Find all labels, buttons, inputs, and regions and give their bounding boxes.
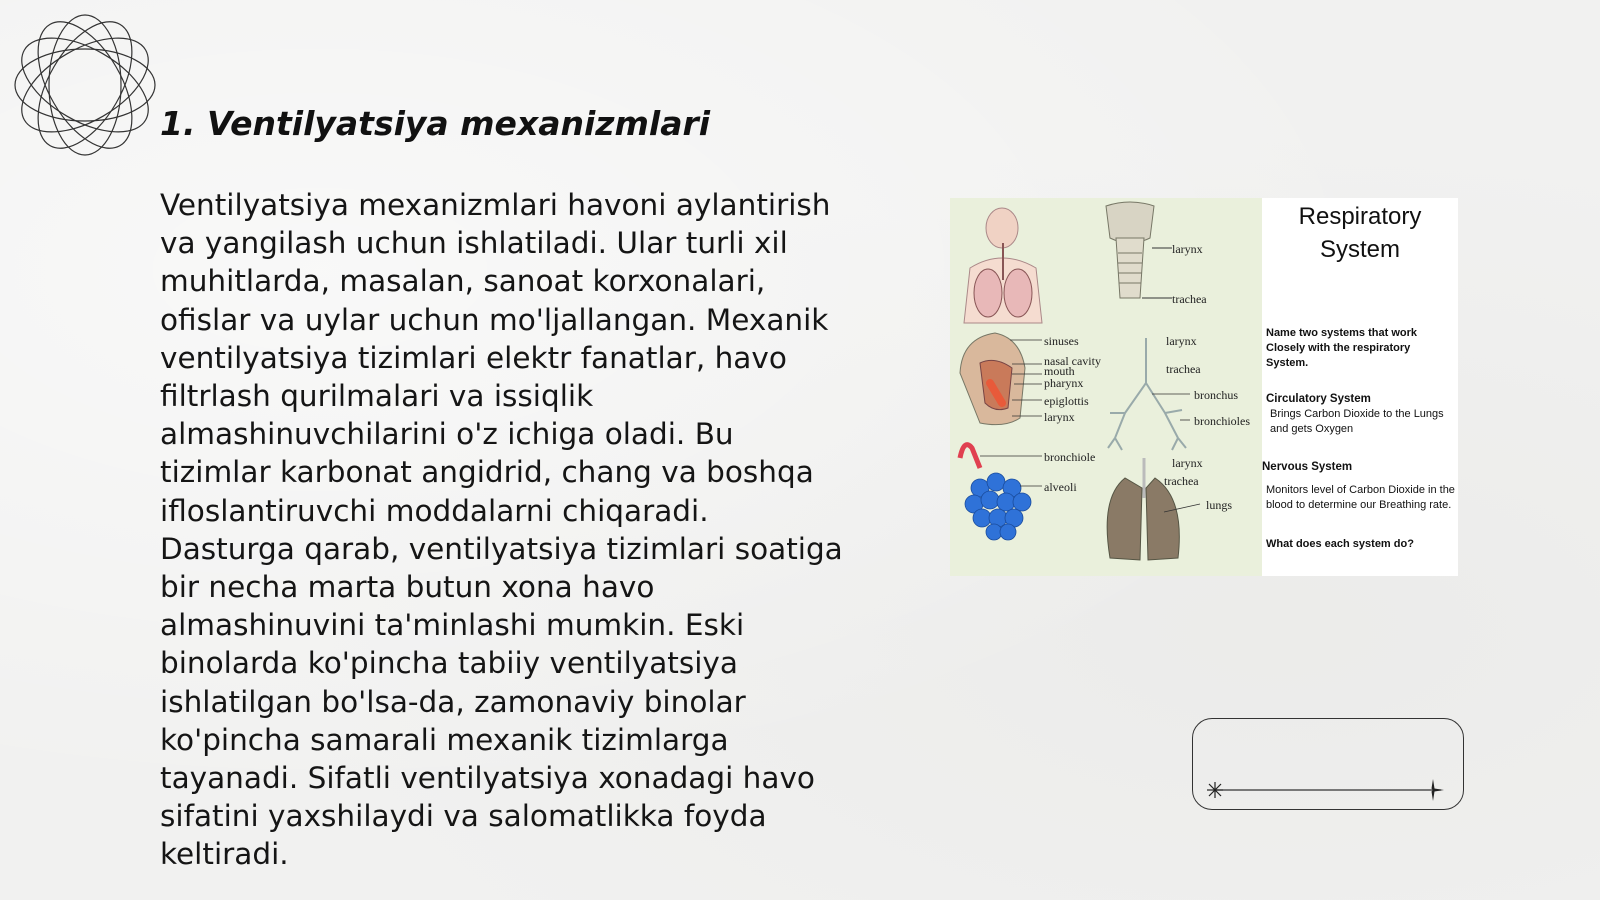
respiratory-system-figure <box>950 198 1458 576</box>
figure-system1-name: Circulatory System <box>1266 393 1371 405</box>
anatomy-illustration-panel <box>950 198 1262 576</box>
label-nasal-cavity: nasal cavity <box>1044 354 1101 368</box>
figure-text-panel <box>1262 198 1458 576</box>
label-trachea-lungs: trachea <box>1164 474 1199 488</box>
alveoli-illustration <box>960 445 1031 540</box>
figure-question: Name two systems that work Closely with the respiratory System. <box>1266 327 1417 369</box>
anatomy-illustration <box>950 198 1262 576</box>
label-larynx-lungs: larynx <box>1172 456 1203 470</box>
label-lungs: lungs <box>1206 498 1233 512</box>
figure-system1-desc: Brings Carbon Dioxide to the Lungs and gets Oxygen <box>1270 408 1444 435</box>
star-icon <box>1432 779 1445 801</box>
label-epiglottis: epiglottis <box>1044 394 1089 408</box>
label-bronchus: bronchus <box>1194 388 1238 402</box>
sparkle-icon <box>1207 782 1223 798</box>
label-trachea-top: trachea <box>1172 292 1207 306</box>
label-larynx-top: larynx <box>1172 242 1203 256</box>
figure-system2-name: Nervous System <box>1262 461 1353 473</box>
label-larynx-head: larynx <box>1044 410 1075 424</box>
decorative-circles-ornament <box>10 10 160 160</box>
figure-system2-desc: Monitors level of Carbon Dioxide in the blood to determine our Breathing rate. <box>1266 484 1455 511</box>
human-torso-illustration <box>964 208 1042 323</box>
decorative-line-with-stars <box>1193 719 1465 811</box>
label-bronchiole: bronchiole <box>1044 450 1096 464</box>
label-mouth: mouth <box>1044 364 1075 378</box>
slide-title: 1. Ventilyatsiya mexanizmlari <box>160 104 711 143</box>
figure-title: Respiratory System <box>1298 203 1422 263</box>
label-alveoli: alveoli <box>1044 480 1077 494</box>
label-sinuses: sinuses <box>1044 334 1079 348</box>
decorative-rounded-frame <box>1192 718 1464 810</box>
head-cross-section-illustration <box>960 333 1025 425</box>
label-pharynx: pharynx <box>1044 376 1084 390</box>
slide-body-text: Ventilyatsiya mexanizmlari havoni aylantirish va yangilash uchun ishlatiladi. Ular turli xil muhitlarda, masalan, sanoat korxonalari, ofislar va uylar uchun mo'ljallangan. Mexanik ventilyatsiya tizimlari elektr fanatlar, havo filtrlash qurilmalari va issiqlik almashinuvchilarini o'z ichiga oladi. Bu tizimlar karbonat angidrid, chang va boshqa ifloslantiruvchi moddalarni chiqaradi. Dasturga qarab, ventilyatsiya tizimlari soatiga bir necha marta butun xona havo almashinuvini ta'minlashi mumkin. Eski binolarda ko'pincha tabiiy ventilyatsiya ishlatilgan bo'lsa-da, zamonaviy binolar ko'pincha samarali mexanik tizimlarga tayanadi. Sifatli ventilyatsiya xonadagi havo sifatini yaxshilaydi va salomatlikka foyda keltiradi. <box>160 188 843 872</box>
label-larynx-tree: larynx <box>1166 334 1197 348</box>
larynx-trachea-illustration <box>1106 202 1172 298</box>
label-trachea-tree: trachea <box>1166 362 1201 376</box>
label-bronchioles: bronchioles <box>1194 414 1250 428</box>
figure-question2: What does each system do? <box>1266 538 1414 550</box>
